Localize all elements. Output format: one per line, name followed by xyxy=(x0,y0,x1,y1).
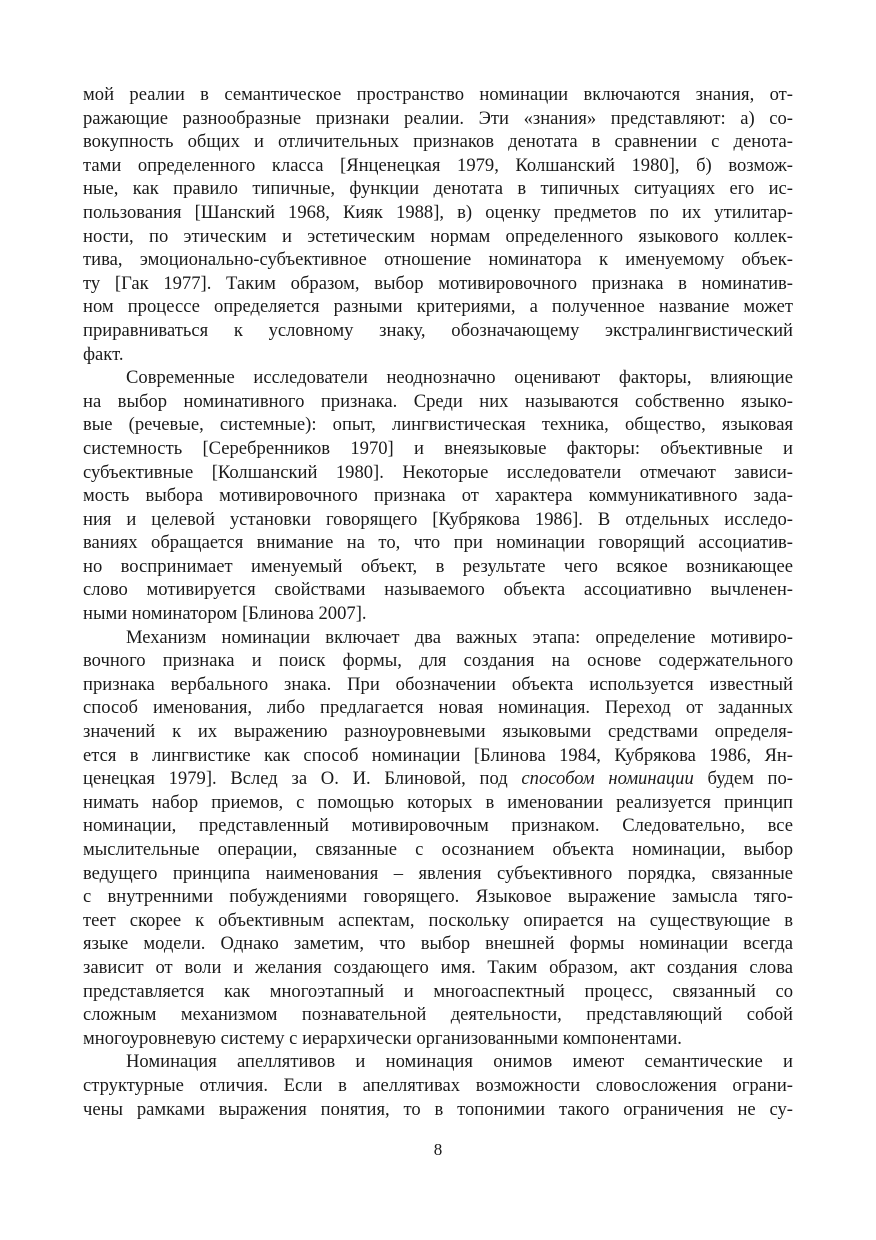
text-segment: сложным механизмом познавательной деятельности, представляющий собой xyxy=(83,1004,793,1026)
text-segment: зависит от воли и желания создающего имя. Таким образом, акт создания слова xyxy=(83,956,793,978)
text-segment: ценецкая 1979]. Вслед за О. И. Блиновой, под xyxy=(83,768,522,790)
text-segment: ными номинатором [Блинова 2007]. xyxy=(83,603,367,625)
text-line xyxy=(83,744,793,768)
text-segment: ном процессе определяется разными критериями, а полученное название может xyxy=(83,296,793,318)
text-segment: Номинация апеллятивов и номинация онимов имеют семантические и xyxy=(126,1051,793,1073)
text-line xyxy=(83,390,793,414)
text-line xyxy=(83,83,793,107)
text-line xyxy=(83,838,793,862)
text-line xyxy=(83,366,793,390)
text-line xyxy=(83,862,793,886)
text-segment: Механизм номинации включает два важных этапа: определение мотивиро- xyxy=(126,626,793,648)
text-segment: ности, по этическим и эстетическим нормам определенного языкового коллек- xyxy=(83,225,793,247)
text-line xyxy=(83,1098,793,1122)
text-line xyxy=(83,508,793,532)
text-line xyxy=(83,909,793,933)
text-line xyxy=(83,791,793,815)
text-line xyxy=(83,1074,793,1098)
text-line xyxy=(83,1003,793,1027)
text-line xyxy=(83,343,793,367)
text-segment: ражающие разнообразные признаки реалии. Эти «знания» представляют: а) со- xyxy=(83,107,793,129)
text-line xyxy=(83,484,793,508)
text-line xyxy=(83,578,793,602)
page-number: 8 xyxy=(433,1140,443,1159)
text-segment: будем по- xyxy=(693,768,793,790)
text-segment: значений к их выражению разноуровневыми языковыми средствами определя- xyxy=(83,721,793,743)
text-line xyxy=(83,720,793,744)
text-segment: но воспринимает именуемый объект, в результате чего всякое возникающее xyxy=(83,555,793,577)
paragraph xyxy=(83,1050,793,1121)
text-line xyxy=(83,272,793,296)
text-segment: субъективные [Колшанский 1980]. Некоторые исследователи отмечают зависи- xyxy=(83,461,793,483)
text-segment: системность [Серебренников 1970] и внеязыковые факторы: объективные и xyxy=(83,437,793,459)
paragraph xyxy=(83,626,793,1051)
text-line xyxy=(83,1050,793,1074)
text-line xyxy=(83,602,793,626)
text-line xyxy=(83,767,793,791)
text-line xyxy=(83,319,793,343)
text-line xyxy=(83,814,793,838)
text-segment: способ именования, либо предлагается новая номинация. Переход от заданных xyxy=(83,697,793,719)
text-line xyxy=(83,555,793,579)
text-line xyxy=(83,461,793,485)
text-segment: вые (речевые, системные): опыт, лингвистическая техника, общество, языковая xyxy=(83,414,793,436)
text-line xyxy=(83,696,793,720)
italic-term: способом номинации xyxy=(521,768,694,790)
text-segment: факт. xyxy=(83,343,124,365)
text-segment: ные, как правило типичные, функции денотата в типичных ситуациях его ис- xyxy=(83,178,793,200)
text-segment: ния и целевой установки говорящего [Кубрякова 1986]. В отдельных исследо- xyxy=(83,508,793,530)
text-line xyxy=(83,248,793,272)
text-line xyxy=(83,437,793,461)
text-line xyxy=(83,649,793,673)
text-segment: структурные отличия. Если в апеллятивах возможности словосложения ограни- xyxy=(83,1074,793,1096)
text-segment: тами определенного класса [Янценецкая 1979, Колшанский 1980], б) возмож- xyxy=(83,154,793,176)
text-segment: многоуровневую систему с иерархически организованными компонентами. xyxy=(83,1027,682,1049)
page-body xyxy=(83,83,793,1121)
text-segment: представляется как многоэтапный и многоаспектный процесс, связанный со xyxy=(83,980,793,1002)
text-segment: на выбор номинативного признака. Среди них называются собственно языко- xyxy=(83,390,793,412)
text-line xyxy=(83,130,793,154)
text-line xyxy=(83,201,793,225)
text-segment: мость выбора мотивировочного признака от характера коммуникативного зада- xyxy=(83,485,793,507)
text-segment: вочного признака и поиск формы, для создания на основе содержательного xyxy=(83,650,793,672)
text-segment: нимать набор приемов, с помощью которых в именовании реализуется принцип xyxy=(83,791,793,813)
text-line xyxy=(83,626,793,650)
text-line xyxy=(83,932,793,956)
text-segment: признака вербального знака. При обозначении объекта используется известный xyxy=(83,673,793,695)
text-line xyxy=(83,980,793,1004)
text-segment: слово мотивируется свойствами называемого объекта ассоциативно вычленен- xyxy=(83,579,793,601)
text-segment: Современные исследователи неоднозначно оценивают факторы, влияющие xyxy=(126,367,793,389)
text-segment: мыслительные операции, связанные с осознанием объекта номинации, выбор xyxy=(83,839,793,860)
text-segment: тива, эмоционально-субъективное отношение номинатора к именуемому объек- xyxy=(83,249,793,271)
text-segment: вокупность общих и отличительных признаков денотата в сравнении с денота- xyxy=(83,131,793,153)
text-line xyxy=(83,1027,793,1051)
text-segment: ваниях обращается внимание на то, что при номинации говорящий ассоциатив- xyxy=(83,532,793,554)
text-line xyxy=(83,531,793,555)
text-segment: с внутренними побуждениями говорящего. Языковое выражение замысла тяго- xyxy=(83,886,793,908)
text-segment: мой реалии в семантическое пространство номинации включаются знания, от- xyxy=(83,84,793,105)
paragraph xyxy=(83,83,793,366)
text-line xyxy=(83,885,793,909)
text-line xyxy=(83,295,793,319)
text-line xyxy=(83,413,793,437)
text-segment: теет скорее к объективным аспектам, поскольку опирается на существующие в xyxy=(83,909,793,931)
text-line xyxy=(83,225,793,249)
text-line xyxy=(83,956,793,980)
text-segment: приравниваться к условному знаку, обозначающему экстралингвистический xyxy=(83,319,793,341)
text-segment: ется в лингвистике как способ номинации [Блинова 1984, Кубрякова 1986, Ян- xyxy=(83,744,793,766)
paragraph xyxy=(83,366,793,626)
text-line xyxy=(83,673,793,697)
text-line xyxy=(83,177,793,201)
text-line xyxy=(83,154,793,178)
text-segment: пользования [Шанский 1968, Кияк 1988], в) оценку предметов по их утилитар- xyxy=(83,201,793,223)
text-segment: ту [Гак 1977]. Таким образом, выбор мотивировочного признака в номинатив- xyxy=(83,272,793,294)
text-segment: чены рамками выражения понятия, то в топонимии такого ограничения не су- xyxy=(83,1098,793,1120)
text-segment: языке модели. Однако заметим, что выбор внешней формы номинации всегда xyxy=(83,933,793,955)
text-segment: номинации, представленный мотивировочным признаком. Следовательно, все xyxy=(83,815,793,837)
text-line xyxy=(83,107,793,131)
text-segment: ведущего принципа наименования – явления субъективного порядка, связанные xyxy=(83,862,793,884)
